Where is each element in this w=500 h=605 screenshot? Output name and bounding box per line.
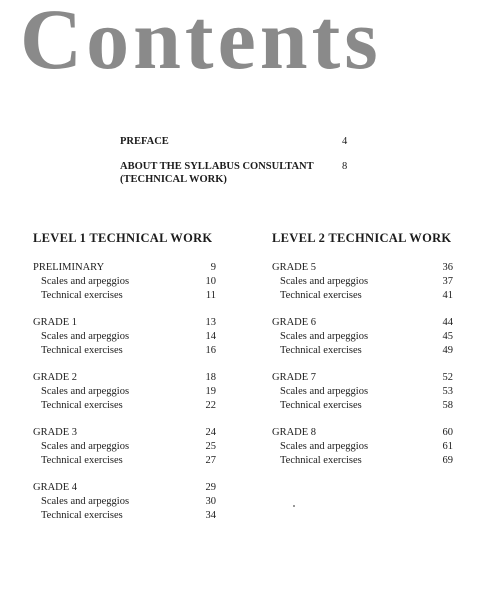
toc-sub-entry[interactable] [272, 454, 457, 468]
toc-entry-syllabus-consultant[interactable] [120, 160, 360, 186]
toc-entry-label: Technical exercises [280, 290, 362, 301]
page-title: Contents [20, 0, 382, 87]
toc-page-number: 10 [205, 276, 216, 287]
toc-entry-label: GRADE 4 [33, 482, 78, 493]
toc-entry-label: PREFACE [120, 136, 169, 147]
toc-page-number: 69 [442, 455, 453, 466]
print-speck [293, 505, 295, 507]
toc-entry-label: GRADE 8 [272, 427, 317, 438]
toc-grade-entry[interactable] [272, 371, 457, 385]
toc-entry-label: GRADE 7 [272, 372, 317, 383]
toc-entry-label: ABOUT THE SYLLABUS CONSULTANT (TECHNICAL WORK) [120, 161, 314, 185]
toc-entry-label: Scales and arpeggios [41, 276, 130, 287]
toc-page-number: 11 [205, 290, 216, 301]
toc-grade-entry[interactable] [272, 261, 457, 275]
toc-group [272, 261, 457, 303]
toc-grade-entry[interactable] [33, 261, 218, 275]
toc-page-number: 24 [205, 427, 216, 438]
toc-sub-entry[interactable] [33, 289, 218, 303]
toc-entry-label: Scales and arpeggios [41, 496, 130, 507]
toc-entry-label: Technical exercises [280, 345, 362, 356]
toc-entry-label: GRADE 2 [33, 372, 78, 383]
toc-entry-label: GRADE 3 [33, 427, 78, 438]
toc-sub-entry[interactable] [33, 330, 218, 344]
level-2-column [272, 231, 457, 481]
toc-group [33, 426, 218, 468]
toc-group [272, 371, 457, 413]
toc-entry-label: Scales and arpeggios [41, 441, 130, 452]
toc-page-number: 16 [205, 345, 216, 356]
toc-page-number: 49 [442, 345, 453, 356]
toc-sub-entry[interactable] [33, 440, 218, 454]
toc-group [33, 481, 218, 523]
toc-page-number: 41 [442, 290, 453, 301]
toc-group [272, 426, 457, 468]
toc-entry-label: Technical exercises [41, 290, 123, 301]
toc-entry-label: GRADE 6 [272, 317, 317, 328]
level-heading: LEVEL 1 TECHNICAL WORK [33, 231, 213, 245]
toc-page-number: 25 [205, 441, 216, 452]
toc-page-number: 52 [442, 372, 453, 383]
toc-entry-label: Scales and arpeggios [41, 386, 130, 397]
toc-entry-label: GRADE 1 [33, 317, 78, 328]
toc-grade-entry[interactable] [33, 481, 218, 495]
toc-sub-entry[interactable] [33, 495, 218, 509]
toc-group [33, 371, 218, 413]
toc-entry-label: Technical exercises [41, 510, 123, 521]
toc-entry-preface[interactable] [120, 135, 360, 148]
toc-page-number: 4 [342, 136, 348, 147]
toc-entry-label: Scales and arpeggios [280, 331, 369, 342]
toc-page-number: 29 [205, 482, 216, 493]
toc-entry-label: GRADE 5 [272, 262, 317, 273]
toc-page-number: 30 [205, 496, 216, 507]
toc-sub-entry[interactable] [272, 440, 457, 454]
toc-sub-entry[interactable] [272, 344, 457, 358]
toc-sub-entry[interactable] [272, 385, 457, 399]
toc-page-number: 36 [442, 262, 453, 273]
toc-page-number: 19 [205, 386, 216, 397]
toc-group [272, 316, 457, 358]
toc-group [33, 316, 218, 358]
toc-entry-label: Technical exercises [41, 345, 123, 356]
toc-page-number: 44 [442, 317, 453, 328]
toc-page-number: 60 [442, 427, 453, 438]
toc-page-number: 13 [205, 317, 216, 328]
toc-entry-label: Scales and arpeggios [280, 386, 369, 397]
toc-sub-entry[interactable] [33, 275, 218, 289]
toc-page-number: 37 [442, 276, 453, 287]
toc-page-number: 14 [205, 331, 216, 342]
toc-page-number: 22 [205, 400, 216, 411]
toc-page-number: 45 [442, 331, 453, 342]
toc-entry-label: Technical exercises [280, 400, 362, 411]
toc-page-number: 8 [342, 161, 348, 172]
level-1-column [33, 231, 218, 536]
toc-page-number: 34 [205, 510, 216, 521]
toc-page-number: 61 [442, 441, 453, 452]
toc-sub-entry[interactable] [272, 399, 457, 413]
toc-grade-entry[interactable] [272, 426, 457, 440]
toc-page-number: 18 [205, 372, 216, 383]
toc-sub-entry[interactable] [272, 330, 457, 344]
toc-sub-entry[interactable] [33, 344, 218, 358]
toc-page-number: 58 [442, 400, 453, 411]
toc-sub-entry[interactable] [33, 509, 218, 523]
level-heading: LEVEL 2 TECHNICAL WORK [272, 231, 452, 245]
toc-sub-entry[interactable] [272, 275, 457, 289]
toc-sub-entry[interactable] [33, 399, 218, 413]
toc-entry-label: Scales and arpeggios [41, 331, 130, 342]
toc-grade-entry[interactable] [33, 426, 218, 440]
toc-sub-entry[interactable] [33, 454, 218, 468]
toc-sub-entry[interactable] [272, 289, 457, 303]
front-matter-list [120, 135, 360, 198]
toc-entry-label: Technical exercises [280, 455, 362, 466]
toc-sub-entry[interactable] [33, 385, 218, 399]
toc-grade-entry[interactable] [272, 316, 457, 330]
toc-entry-label: PRELIMINARY [33, 262, 105, 273]
toc-entry-label: Technical exercises [41, 455, 123, 466]
toc-entry-label: Scales and arpeggios [280, 276, 369, 287]
toc-entry-label: Technical exercises [41, 400, 123, 411]
toc-group [33, 261, 218, 303]
toc-grade-entry[interactable] [33, 316, 218, 330]
toc-page-number: 27 [205, 455, 216, 466]
toc-grade-entry[interactable] [33, 371, 218, 385]
toc-page-number: 9 [210, 262, 216, 273]
toc-entry-label: Scales and arpeggios [280, 441, 369, 452]
toc-page-number: 53 [442, 386, 453, 397]
